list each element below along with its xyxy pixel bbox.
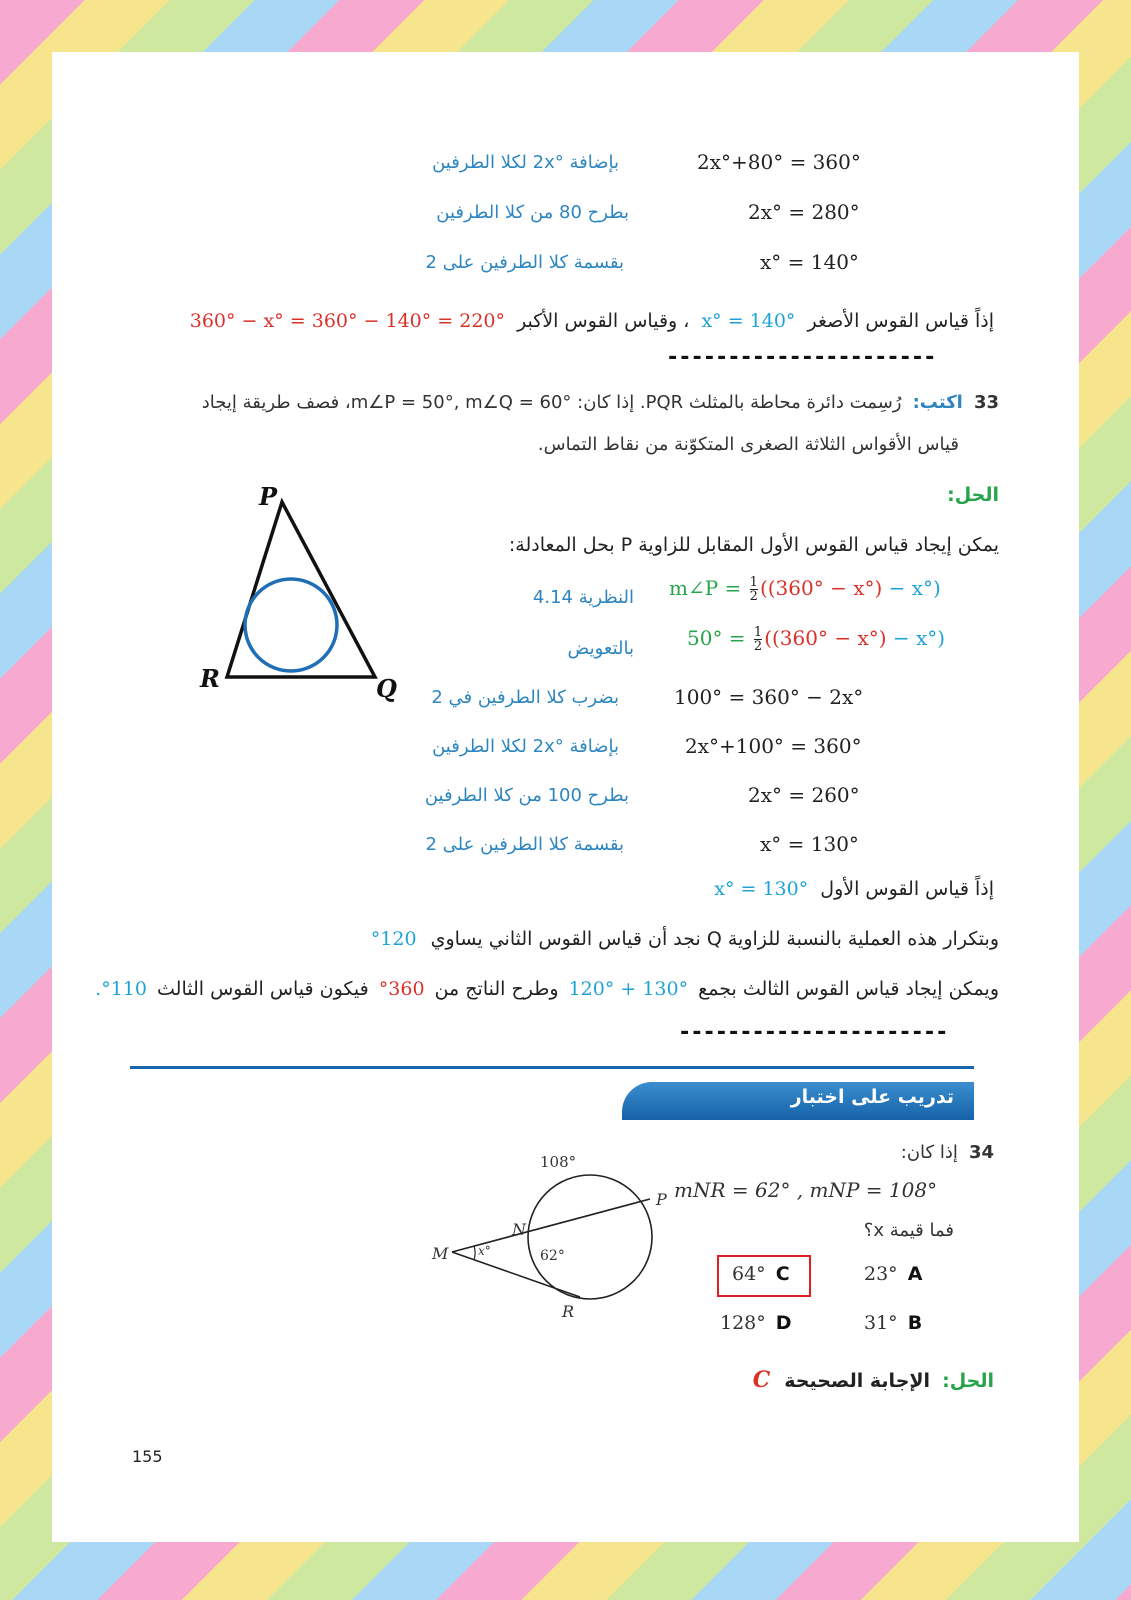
secant-figure — [422, 1137, 682, 1332]
eq-left: m∠P = — [669, 576, 748, 600]
eq-paren: ((360° − x°) — [764, 626, 887, 650]
triangle-pqr — [227, 502, 375, 677]
fraction-den: 2 — [753, 639, 763, 654]
second-arc-value: 120° — [370, 928, 417, 950]
step-note: بقسمة كلا الطرفين على 2 — [425, 834, 624, 855]
option-d[interactable] — [720, 1312, 792, 1334]
conclusion-prefix: إذاً قياس القوس الأصغر — [807, 310, 994, 332]
step-note: بالتعويض — [567, 638, 634, 659]
repeat-text: وبتكرار هذه العملية بالنسبة للزاوية Q نجد أن قياس القوس الثاني يساوي — [430, 928, 999, 950]
first-arc-value: x° = 130° — [714, 878, 809, 900]
major-arc-label: وقياس القوس الأكبر — [517, 310, 678, 332]
equation-row: x° = 140° — [760, 250, 859, 274]
fraction-half — [754, 626, 762, 653]
answer-text: الإجابة الصحيحة — [784, 1370, 931, 1392]
triangle-figure — [192, 477, 422, 707]
page-number: 155 — [132, 1447, 163, 1466]
third-text: ويمكن إيجاد قياس القوس الثالث بجمع — [698, 978, 999, 1000]
page — [52, 52, 1079, 1542]
eq-paren: ((360° − x°) — [759, 576, 883, 600]
third-arc-value: 110°. — [95, 978, 147, 1000]
question-text: رُسِمت دائرة محاطة بالمثلث PQR. إذا كان: m∠P = 50°, m∠Q = 60°، فصف طريقة إيجاد — [201, 392, 902, 413]
option-value: 23° — [864, 1263, 898, 1285]
first-arc-label: إذاً قياس القوس الأول — [820, 878, 994, 900]
question-text-line2: قياس الأقواس الثلاثة الصغرى المتكوّنة من نقاط التماس. — [537, 434, 959, 455]
divider: ---------------------- — [678, 1020, 948, 1045]
major-arc-value: 360° − x° = 360° − 140° = 220° — [189, 310, 506, 332]
option-letter: C — [775, 1263, 790, 1285]
equation-row: 2x° = 280° — [748, 200, 860, 224]
fraction-half — [750, 576, 758, 603]
question-33 — [202, 392, 999, 413]
third-total: 360° — [378, 978, 425, 1000]
vertex-label-r: R — [200, 664, 220, 693]
solution-intro: يمكن إيجاد قياس القوس الأول المقابل للزاوية P بحل المعادلة: — [508, 534, 999, 556]
option-letter: D — [775, 1312, 792, 1334]
vertex-label-p: P — [259, 482, 278, 511]
minor-arc-value: x° = 140° — [701, 310, 796, 332]
divider: ---------------------- — [666, 345, 936, 370]
arc-label-62: 62° — [540, 1248, 565, 1264]
equation-row: 100° = 360° − 2x° — [674, 685, 864, 709]
eq-tail: − x°) — [882, 576, 941, 600]
solution-label: الحل: — [947, 484, 999, 506]
equation-row: 2x° = 260° — [748, 783, 860, 807]
option-value: 128° — [720, 1312, 766, 1334]
second-arc-line — [371, 928, 999, 950]
first-arc-conclusion — [714, 878, 994, 900]
equation-theorem — [669, 576, 941, 603]
eq-left: 50° = — [687, 626, 752, 650]
option-value: 31° — [864, 1312, 898, 1334]
inscribed-circle — [245, 579, 337, 671]
solution-label: الحل: — [942, 1370, 994, 1392]
point-label-n: N — [512, 1220, 526, 1239]
step-note: بقسمة كلا الطرفين على 2 — [425, 252, 624, 273]
third-text: فيكون قياس القوس الثالث — [157, 978, 369, 1000]
option-letter: A — [907, 1263, 923, 1285]
comma: ، — [683, 310, 690, 332]
step-note: بضرب كلا الطرفين في 2 — [431, 687, 619, 708]
question-number: 34 — [968, 1142, 994, 1163]
third-arc-line — [95, 978, 999, 1000]
step-note: بطرح 100 من كلا الطرفين — [424, 785, 629, 806]
question-34 — [901, 1142, 994, 1163]
option-value: 64° — [732, 1263, 766, 1285]
practice-banner — [622, 1082, 974, 1120]
question-number: 33 — [973, 392, 999, 413]
step-note: بإضافة °2x لكلا الطرفين — [432, 736, 619, 757]
banner-line — [130, 1066, 974, 1069]
point-label-r: R — [562, 1302, 575, 1321]
step-note: النظرية 4.14 — [532, 587, 634, 608]
step-note: بإضافة °2x لكلا الطرفين — [432, 152, 619, 173]
eq-tail: − x°) — [886, 626, 946, 650]
if-label: إذا كان: — [900, 1142, 958, 1163]
point-label-p: P — [656, 1190, 667, 1209]
point-label-m: M — [432, 1244, 449, 1263]
option-letter: B — [907, 1312, 923, 1334]
arc-label-108: 108° — [540, 1153, 577, 1171]
equation-substitute — [687, 626, 945, 653]
equation-row: 2x°+80° = 360° — [697, 150, 861, 174]
angle-arc — [474, 1246, 475, 1260]
option-c[interactable] — [732, 1263, 790, 1285]
equation-row: x° = 130° — [760, 832, 859, 856]
step-note: بطرح 80 من كلا الطرفين — [436, 202, 629, 223]
banner-title: تدريب على اختبار — [790, 1086, 954, 1108]
q34-solution — [753, 1367, 994, 1393]
vertex-label-q: Q — [376, 674, 397, 703]
fraction-num: 1 — [753, 625, 763, 640]
write-label: اكتب: — [912, 392, 963, 413]
third-text: وطرح الناتج من — [434, 978, 559, 1000]
option-b[interactable] — [864, 1312, 922, 1334]
circle — [528, 1175, 652, 1299]
fraction-den: 2 — [749, 589, 758, 604]
fraction-num: 1 — [749, 575, 758, 590]
question-prompt: فما قيمة x؟ — [863, 1220, 954, 1241]
option-a[interactable] — [864, 1263, 922, 1285]
third-sum: 120° + 130° — [568, 978, 689, 1000]
equation-row: 2x°+100° = 360° — [685, 734, 862, 758]
prev-conclusion — [190, 310, 994, 332]
given-arcs: mNR = 62° , mNP = 108° — [674, 1178, 938, 1202]
answer-letter: C — [752, 1367, 771, 1393]
angle-label-x: x° — [478, 1244, 491, 1258]
